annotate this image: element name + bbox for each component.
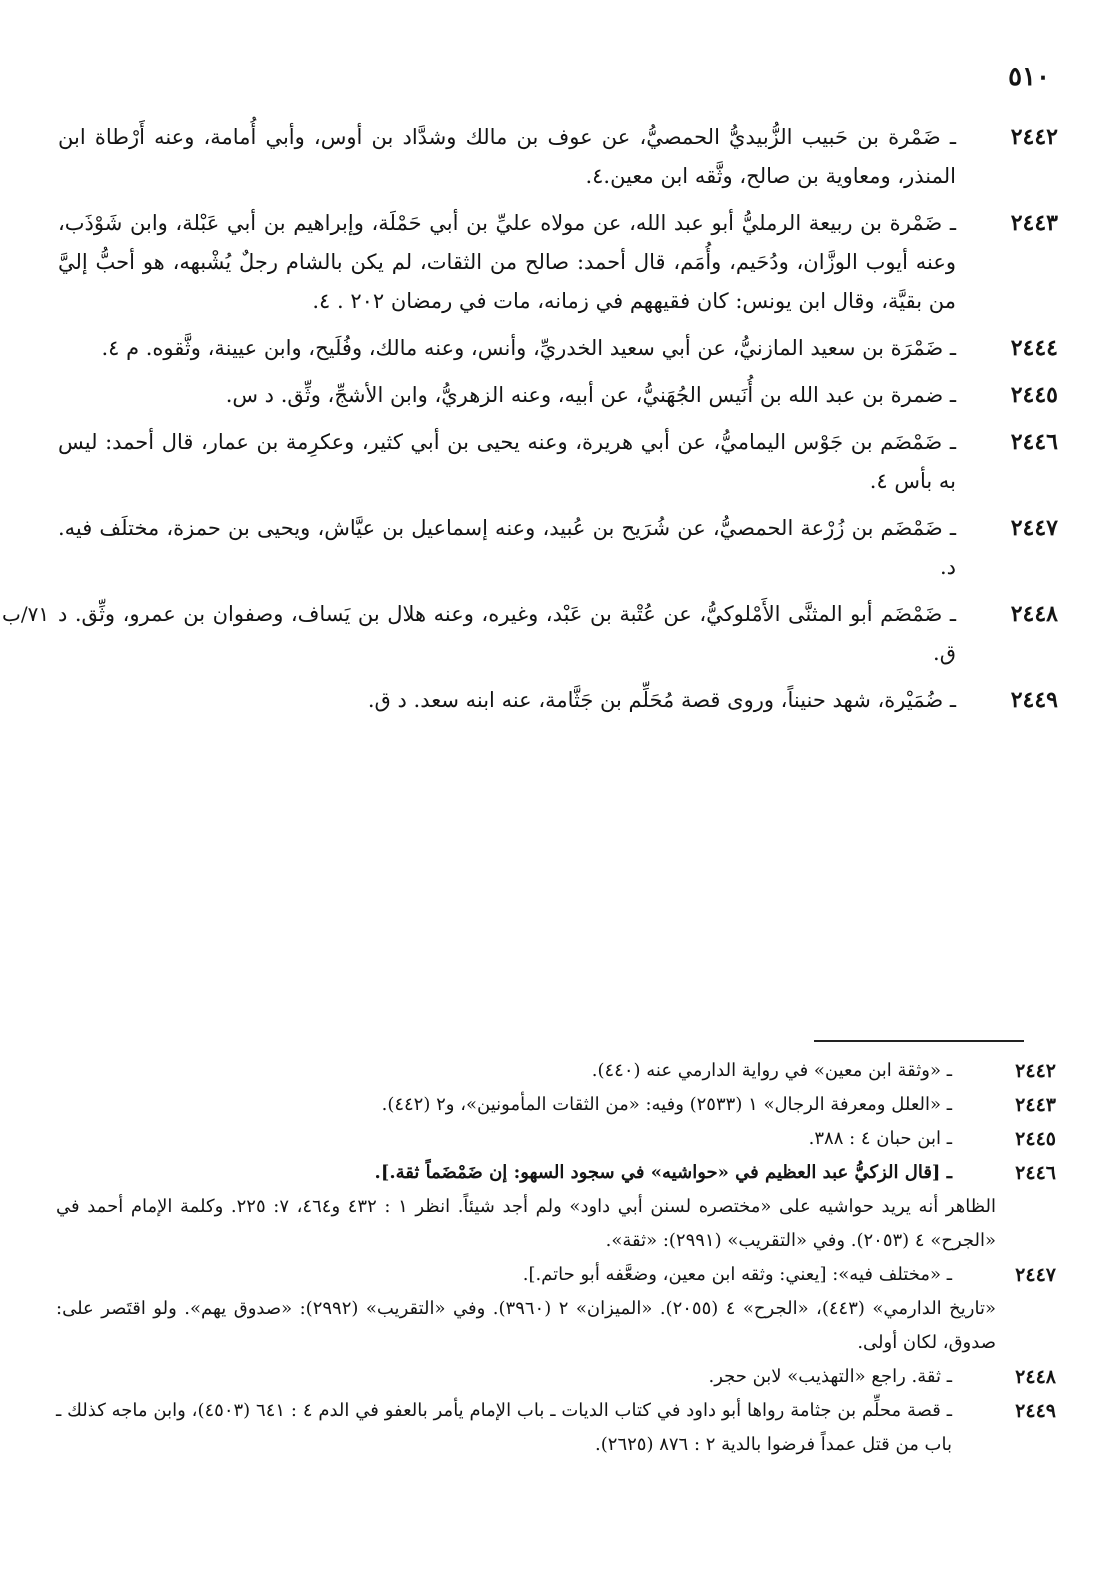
footnotes	[56, 1054, 1056, 1462]
footnote-number: ٢٤٤٨	[1015, 1366, 1056, 1388]
entry-2448	[2, 595, 1058, 673]
entry-number: ٢٤٤٧	[1010, 515, 1058, 541]
entry-2447	[58, 509, 1058, 587]
footnote-text: ـ [قال الزكيُّ عبد العظيم في «حواشيه» في سجود السهو: إن ضَمْضَماً ثقة.].	[374, 1162, 952, 1183]
footnote-text: ـ «وثقة ابن معين» في رواية الدارمي عنه (٤٤٠).	[591, 1060, 952, 1081]
entry-number: ٢٤٤٦	[1010, 429, 1058, 455]
footnote-number: ٢٤٤٢	[1015, 1060, 1056, 1082]
footnote-continuation	[56, 1190, 1056, 1258]
footnote	[56, 1156, 1056, 1190]
entry-text: ـ ضَمْضَم أبو المثنَّى الأَمْلوكيُّ، عن عُتْبة بن عَبْد، وغيره، وعنه هلال بن يَساف، وصفوان بن عمرو، وثِّق. د ق.	[58, 602, 956, 665]
entry-text: ـ ضَمْضَم بن زُرْعة الحمصيُّ، عن شُرَيح بن عُبيد، وعنه إسماعيل بن عيَّاش، ويحيى بن حمزة، مختلَف فيه. د.	[58, 516, 956, 579]
entry-text: ـ ضَمْرة بن حَبيب الزُّبيديُّ الحمصيُّ، عن عوف بن مالك وشدَّاد بن أوس، وأبي أُمامة، وعنه أَرْطاة ابن المنذر، ومعاوية بن صالح، وثَّقه ابن معين.٤.	[58, 125, 956, 188]
entry-number: ٢٤٤٣	[1010, 210, 1058, 236]
footnote-text: «تاريخ الدارمي» (٤٤٣)، «الجرح» ٤ (٢٠٥٥). «الميزان» ٢ (٣٩٦٠). وفي «التقريب» (٢٩٩٢): «صدوق يهم». ولو اقتَصر على: صدوق، لكان أولى.	[56, 1298, 996, 1353]
footnote	[56, 1360, 1056, 1394]
page-number: ٥١٠	[1008, 62, 1050, 92]
entry-2444	[58, 329, 1058, 368]
footnote-text: ـ «مختلف فيه»: [يعني: وثقه ابن معين، وضعَّفه أبو حاتم.].	[522, 1264, 952, 1285]
entry-text: ـ ضُمَيْرة، شهد حنيناً، وروى قصة مُحَلِّم بن جَثَّامة، عنه ابنه سعد. د ق.	[367, 688, 956, 712]
entry-text: ـ ضَمْرة بن ربيعة الرمليُّ أبو عبد الله، عن مولاه عليِّ بن أبي حَمْلَة، وإبراهيم بن أبي عَبْلة، وابن شَوْذَب، وعنه أيوب الوزَّان، ودُحَيم، وأُمَم، قال أحمد: صالح من الثقات، لم يكن بالشام رجلٌ يُشْبهه، هو أحبُّ إليَّ من بقيَّة، وقال ابن يونس: كان فقيههم في زمانه، مات في رمضان ٢٠٢ . ٤.	[58, 211, 956, 313]
footnote-text: ـ ثقة. راجع «التهذيب» لابن حجر.	[708, 1366, 952, 1387]
footnote	[56, 1258, 1056, 1292]
entry-number: ٢٤٤٢	[1010, 124, 1058, 150]
entry-2442	[58, 118, 1058, 196]
main-text	[2, 118, 1058, 728]
footnote-text: ـ قصة محلِّم بن جثامة رواها أبو داود في كتاب الديات ـ باب الإمام يأمر بالعفو في الدم ٤ : ٦٤١ (٤٥٠٣)، وابن ماجه كذلك ـ باب من قتل عمداً فرضوا بالدية ٢ : ٨٧٦ (٢٦٢٥).	[56, 1400, 952, 1455]
entry-2445	[58, 376, 1058, 415]
entry-number: ٢٤٤٩	[1010, 687, 1058, 713]
footnote-number: ٢٤٤٦	[1015, 1162, 1056, 1184]
footnote-divider	[814, 1040, 1024, 1042]
entry-text: ـ ضَمْضَم بن جَوْس اليماميُّ، عن أبي هريرة، وعنه يحيى بن أبي كثير، وعكرِمة بن عمار، قال أحمد: ليس به بأس ٤.	[58, 430, 956, 493]
entry-2443	[58, 204, 1058, 321]
footnote-number: ٢٤٤٧	[1015, 1264, 1056, 1286]
footnote	[56, 1394, 1056, 1462]
footnote-text: ـ ابن حبان ٤ : ٣٨٨.	[808, 1128, 952, 1149]
footnote-continuation	[56, 1292, 1056, 1360]
entry-2449	[58, 681, 1058, 720]
footnote-text: الظاهر أنه يريد حواشيه على «مختصره لسنن أبي داود» ولم أجد شيئاً. انظر ١ : ٤٣٢ و٤٦٤، ٧: ٢٢٥. وكلمة الإمام أحمد في «الجرح» ٤ (٢٠٥٣). وفي «التقريب» (٢٩٩١): «ثقة».	[56, 1196, 997, 1251]
footnote	[56, 1122, 1056, 1156]
entry-text: ـ ضَمْرَة بن سعيد المازنيُّ، عن أبي سعيد الخدريِّ، وأنس، وعنه مالك، وفُلَيح، وابن عيينة، وثَّقوه. م ٤.	[101, 336, 956, 360]
footnote-number: ٢٤٤٥	[1015, 1128, 1056, 1150]
entry-text: ـ ضمرة بن عبد الله بن أُنَيس الجُهَنيُّ، عن أبيه، وعنه الزهريُّ، وابن الأشجِّ، وثِّق. د س.	[225, 383, 956, 407]
footnote-number: ٢٤٤٣	[1015, 1094, 1056, 1116]
manuscript-folio-marker: ٧١/ب	[2, 602, 50, 626]
entry-2446	[58, 423, 1058, 501]
footnote-text: ـ «العلل ومعرفة الرجال» ١ (٢٥٣٣) وفيه: «من الثقات المأمونين»، و٢ (٤٤٢).	[381, 1094, 952, 1115]
footnote	[56, 1054, 1056, 1088]
entry-number: ٢٤٤٥	[1010, 382, 1058, 408]
footnote	[56, 1088, 1056, 1122]
entry-number: ٢٤٤٨	[1010, 601, 1058, 627]
entry-number: ٢٤٤٤	[1010, 335, 1058, 361]
footnote-number: ٢٤٤٩	[1015, 1400, 1056, 1422]
